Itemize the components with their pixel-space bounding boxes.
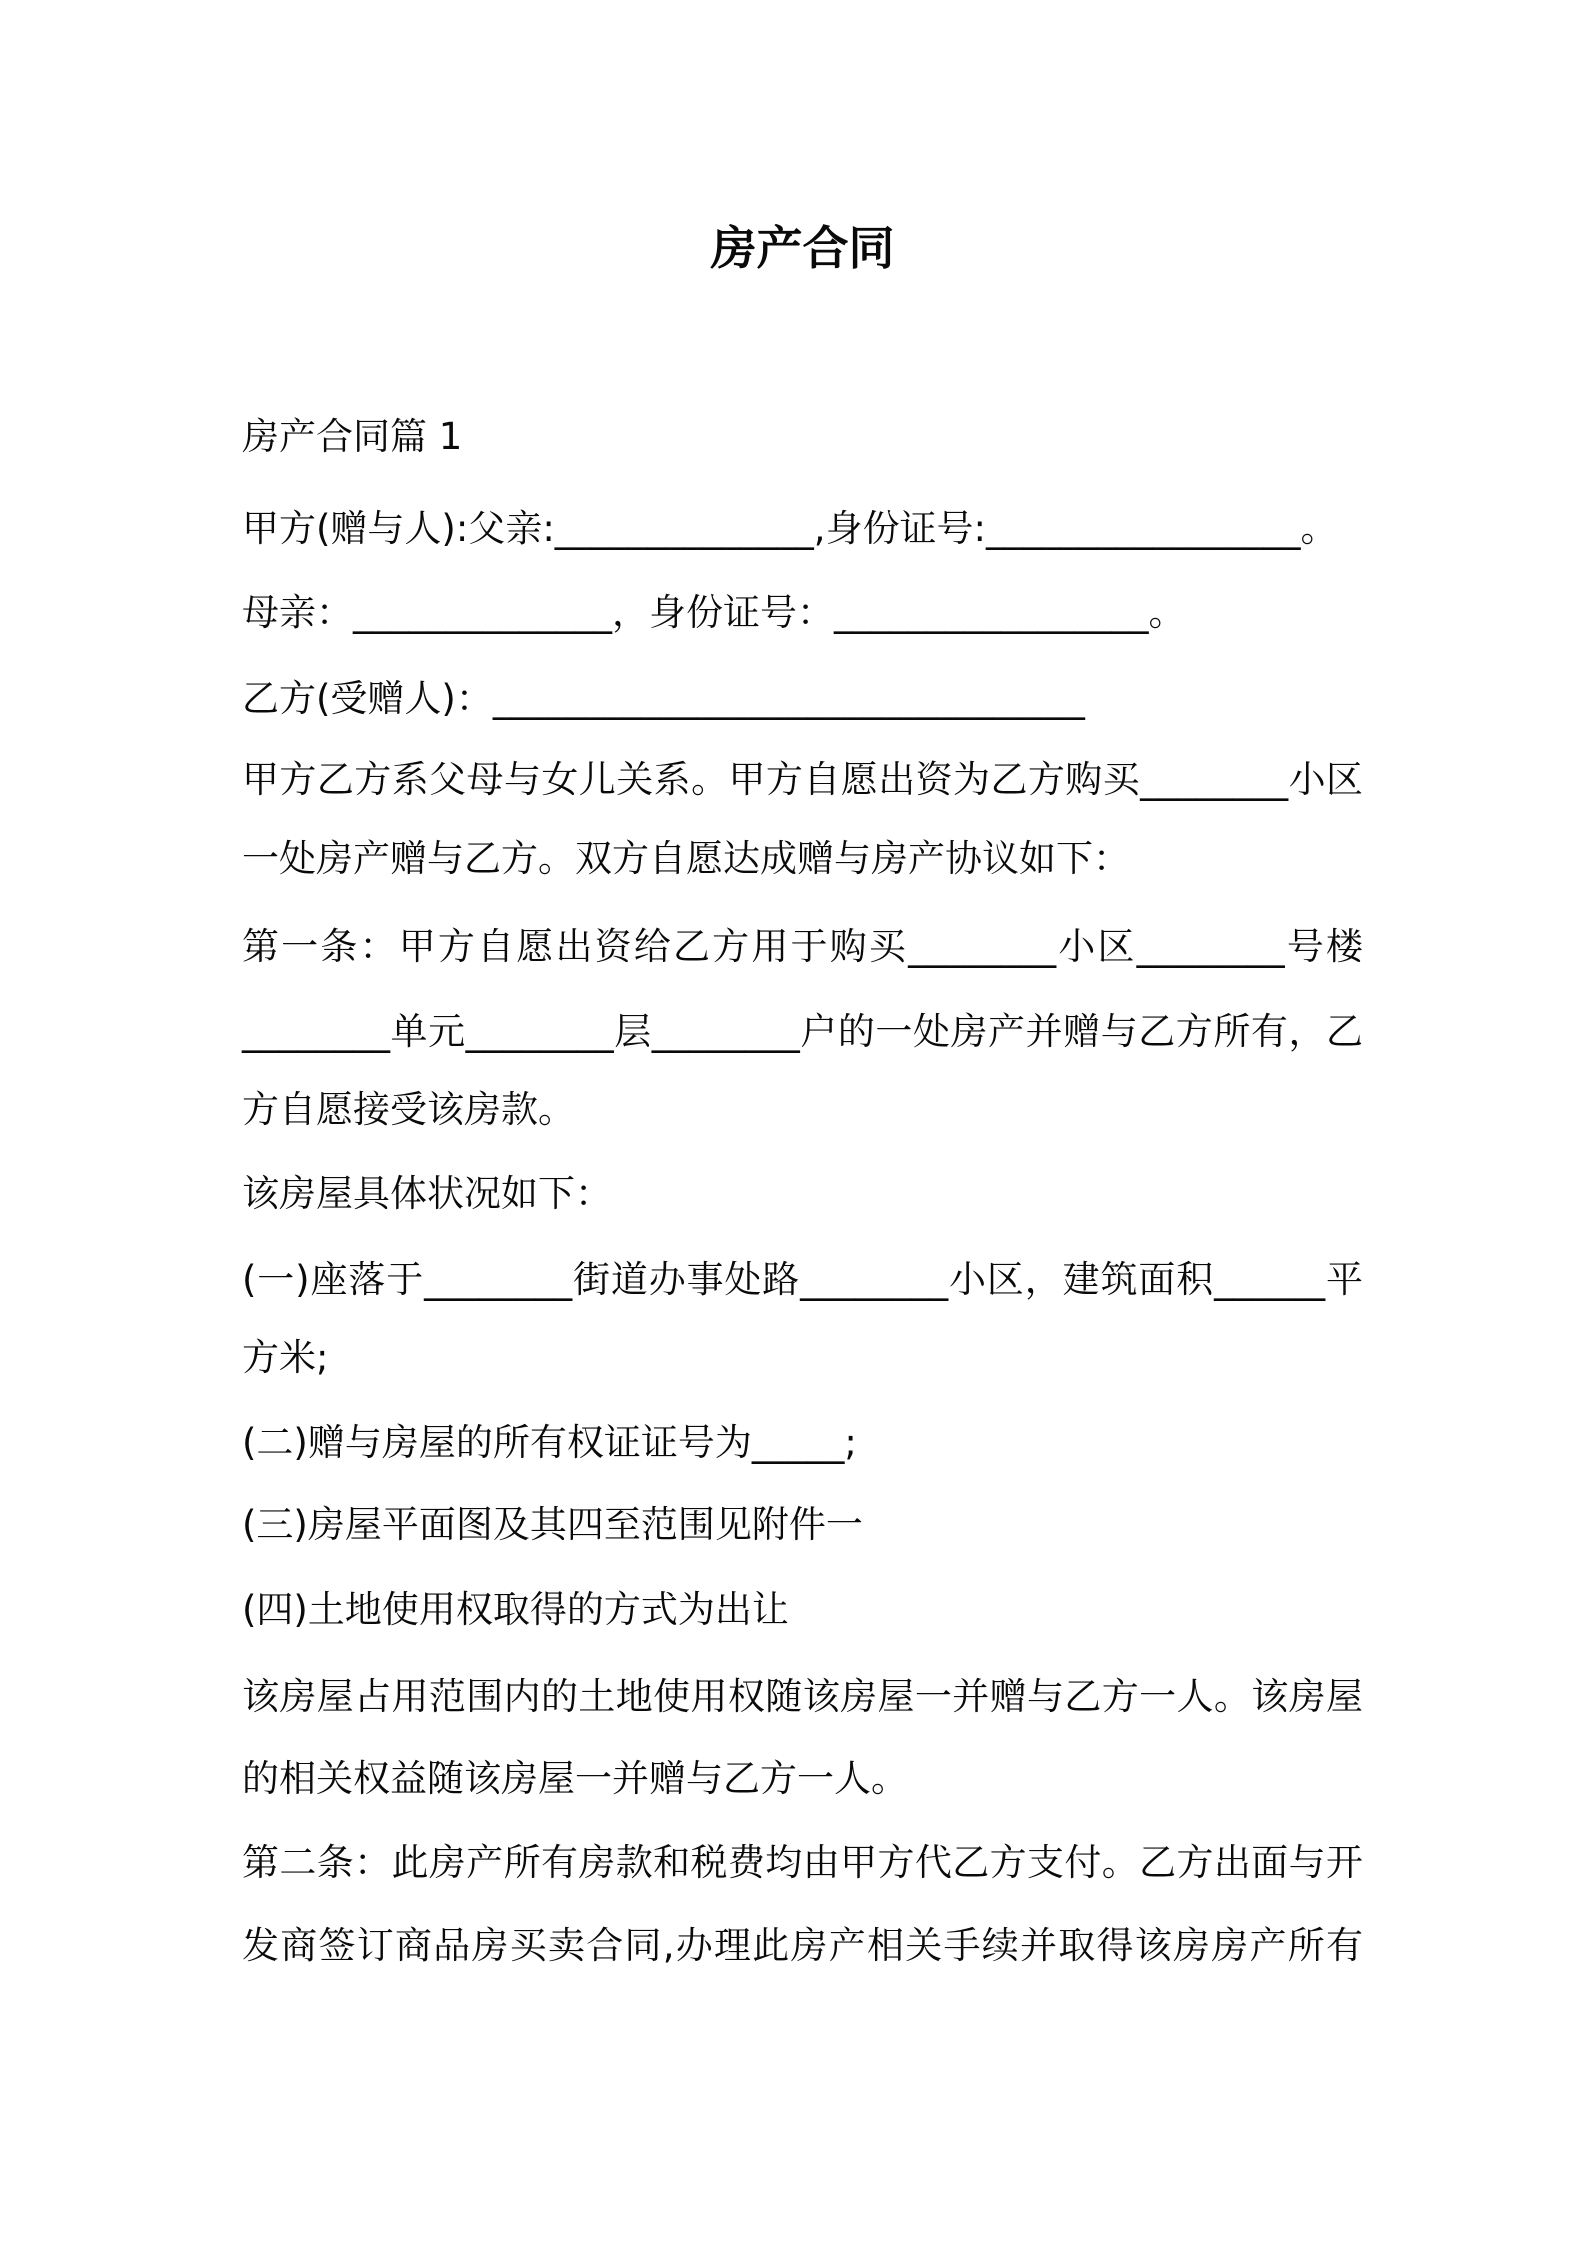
property-status-heading: 该房屋具体状况如下： <box>242 1172 612 1215</box>
article-one-line-3: 方自愿接受该房款。 <box>242 1088 575 1131</box>
article-one-line-1: 第一条：甲方自愿出资给乙方用于购买________小区________号楼 <box>242 925 1363 968</box>
property-item-four: (四)土地使用权取得的方式为出让 <box>242 1588 789 1631</box>
property-item-one-line-2: 方米; <box>242 1336 329 1379</box>
property-item-three: (三)房屋平面图及其四至范围见附件一 <box>242 1503 863 1546</box>
article-two-line-2: 发商签订商品房买卖合同,办理此房产相关手续并取得该房房产所有 <box>242 1924 1363 1967</box>
article-two-line-1: 第二条：此房产所有房款和税费均由甲方代乙方支付。乙方出面与开 <box>242 1841 1363 1884</box>
relationship-paragraph-line-1: 甲方乙方系父母与女儿关系。甲方自愿出资为乙方购买________小区 <box>242 758 1363 801</box>
party-a-mother-line: 母亲：______________，身份证号：_________________。 <box>242 591 1186 634</box>
relationship-paragraph-line-2: 一处房产赠与乙方。双方自愿达成赠与房产协议如下： <box>242 837 1130 880</box>
document-title: 房产合同 <box>710 221 895 275</box>
land-use-paragraph-line-1: 该房屋占用范围内的土地使用权随该房屋一并赠与乙方一人。该房屋 <box>242 1675 1363 1718</box>
party-a-father-line: 甲方(赠与人):父亲:______________,身份证号:_________________。 <box>242 507 1338 550</box>
party-b-line: 乙方(受赠人)：________________________________ <box>242 677 1085 720</box>
article-one-line-2: ________单元________层________户的一处房产并赠与乙方所有，乙 <box>242 1010 1363 1053</box>
property-item-two: (二)赠与房屋的所有权证证号为_____; <box>242 1421 857 1464</box>
land-use-paragraph-line-2: 的相关权益随该房屋一并赠与乙方一人。 <box>242 1757 908 1800</box>
property-item-one-line-1: (一)座落于________街道办事处路________小区，建筑面积______平 <box>242 1258 1363 1301</box>
section-heading: 房产合同篇 1 <box>242 415 463 458</box>
